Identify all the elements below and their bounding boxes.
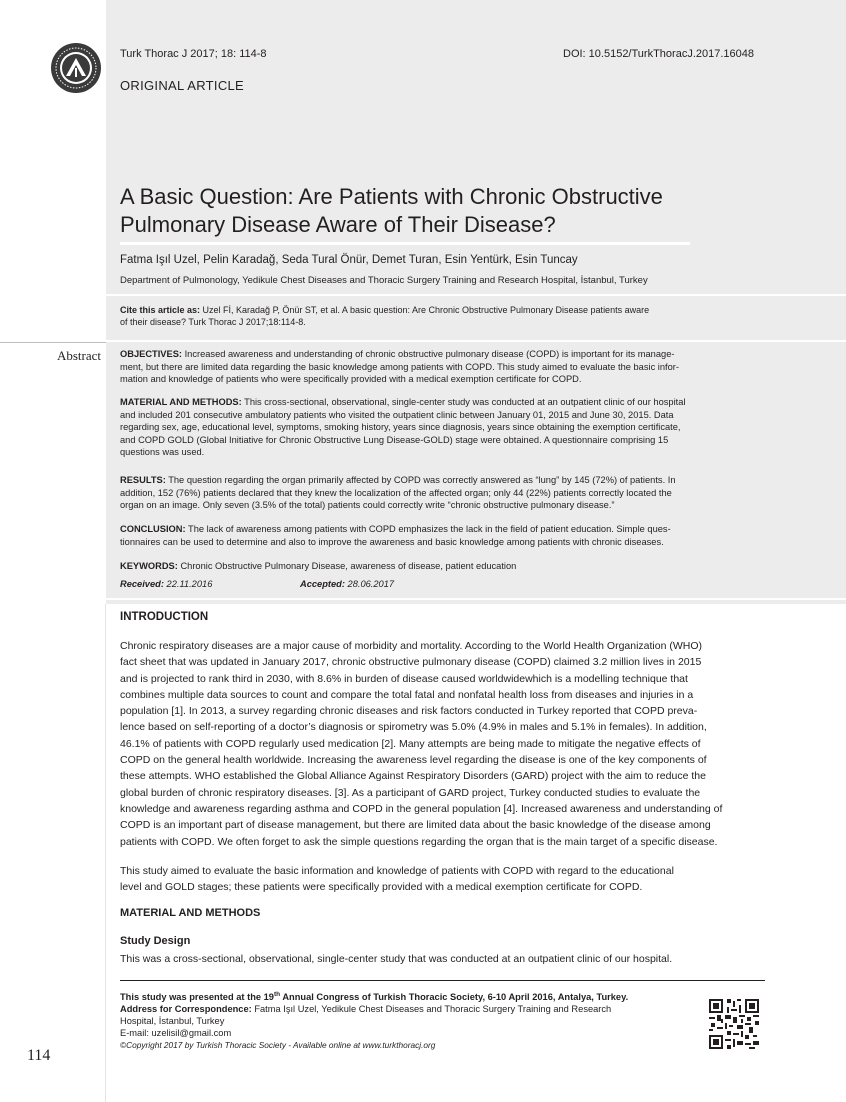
- introduction-paragraph-1: [120, 638, 765, 850]
- abstract-text: tionnaires can be used to determine and also to improve the awareness and basic knowledge among patients with chronic diseases.: [120, 536, 664, 547]
- author-list: Fatma Işıl Uzel, Pelin Karadağ, Seda Tural Önür, Demet Turan, Esin Yentürk, Esin Tuncay: [120, 254, 578, 266]
- divider: [106, 340, 846, 342]
- journal-citation: Turk Thorac J 2017; 18: 114-8: [120, 48, 267, 60]
- abstract-conclusion: [120, 523, 765, 548]
- introduction-paragraph-2: [120, 863, 765, 896]
- methods-heading: MATERIAL AND METHODS: [120, 907, 261, 919]
- introduction-heading: INTRODUCTION: [120, 611, 209, 623]
- objectives-label: OBJECTIVES:: [120, 349, 182, 359]
- keywords-label: KEYWORDS:: [120, 561, 178, 571]
- abstract-text: questions was used.: [120, 447, 205, 458]
- body-line: 46.1% of patients with COPD regularly used medication [2]. Many attempts are being made to mitigate the negative effects of: [120, 737, 701, 750]
- body-line: Chronic respiratory diseases are a major cause of morbidity and mortality. According to the World Health Organization (WHO): [120, 640, 703, 652]
- doi[interactable]: DOI: 10.5152/TurkThoracJ.2017.16048: [563, 48, 754, 60]
- abstract-text: The question regarding the organ primarily affected by COPD was correctly answered as “lung” by 145 (72%) of patients. In: [165, 475, 676, 485]
- abstract-objectives: [120, 348, 765, 386]
- presented-text: This study was presented at the 19: [120, 992, 274, 1003]
- correspondence: [120, 1003, 695, 1015]
- methods-label: MATERIAL AND METHODS:: [120, 397, 242, 407]
- qr-code-icon: [709, 999, 759, 1049]
- abstract-text: ment, but there are limited data regarding the basic knowledge among patients with COPD. This study aimed to evaluate the basic infor-: [120, 361, 679, 372]
- title-line: Pulmonary Disease Aware of Their Disease?: [120, 212, 556, 237]
- cite-label: Cite this article as:: [120, 305, 201, 315]
- keywords: [120, 561, 516, 571]
- presentation-note: [120, 989, 695, 1003]
- cite-as: [120, 304, 760, 328]
- body-line: these attempts. WHO established the Global Alliance Against Respiratory Disorders (GARD) project with the aim to reduce the: [120, 770, 706, 783]
- abstract-text: mation and knowledge of patients who were specifically provided with a medical exemption certificate for COPD.: [120, 374, 582, 385]
- page-number: 114: [27, 1047, 51, 1064]
- accepted-label: Accepted:: [300, 579, 345, 589]
- abstract-text: This cross-sectional, observational, single-center study was conducted at an outpatient clinic of our hospital: [241, 397, 686, 407]
- footnote: [120, 989, 695, 1051]
- body-line: lence based on self-reporting of a doctor’s diagnosis or spirometry was 5.0% (4.9% in males and 5.1% in females). In addition,: [120, 721, 707, 734]
- cite-text: of their disease? Turk Thorac J 2017;18:114-8.: [120, 317, 306, 327]
- study-design-text: This was a cross-sectional, observational, single-center study that was conducted at an outpatient clinic of our hospital.: [120, 953, 673, 965]
- body-line: COPD is an important part of disease management, but there are limited data about the basic knowledge of the disease among: [120, 819, 711, 832]
- email[interactable]: E-mail: uzelisil@gmail.com: [120, 1028, 232, 1039]
- cite-text: Uzel Fİ, Karadağ P, Önür ST, et al. A basic question: Are Chronic Obstructive Pulmonary Disease patients aware: [200, 305, 650, 315]
- affiliation: Department of Pulmonology, Yedikule Chest Diseases and Thoracic Surgery Training and Research Hospital, İstanbul, Turkey: [120, 275, 648, 286]
- abstract-text: addition, 152 (76%) patients declared that they knew the localization of the affected organ; only 44 (22%) patients correctly located the: [120, 487, 672, 498]
- conclusion-label: CONCLUSION:: [120, 524, 186, 534]
- title-line: A Basic Question: Are Patients with Chronic Obstructive: [120, 184, 663, 209]
- presented-text: Annual Congress of Turkish Thoracic Society, 6-10 April 2016, Antalya, Turkey.: [280, 992, 629, 1003]
- body-line: combines multiple data sources to count and compare the total fatal and nonfatal health loss from diseases and injuries in a: [120, 688, 694, 701]
- accepted-date: [300, 579, 394, 589]
- results-label: RESULTS:: [120, 475, 166, 485]
- abstract-text: regarding sex, age, educational level, symptoms, smoking history, years since diagnosis, years since obtaining the exemption certificate,: [120, 422, 681, 433]
- society-seal-icon: [50, 42, 102, 94]
- divider: [106, 294, 846, 296]
- abstract-results: [120, 474, 765, 512]
- body-line: and is projected to rank third in 2030, with 8.6% in burden of disease caused worldwidewhich is a modelling technique that: [120, 672, 688, 685]
- article-title: [120, 183, 740, 239]
- abstract-rule: [0, 342, 106, 343]
- body-line: knowledge and awareness regarding asthma and COPD in the general population [4]. Increased awareness and understanding of: [120, 802, 723, 815]
- article-type: ORIGINAL ARTICLE: [120, 78, 245, 93]
- received-value: 22.11.2016: [163, 579, 213, 589]
- received-label: Received:: [120, 579, 164, 589]
- study-design-heading: Study Design: [120, 935, 191, 947]
- correspondence-text: Fatma Işıl Uzel, Yedikule Chest Diseases and Thoracic Surgery Training and Research: [251, 1004, 612, 1015]
- divider: [106, 598, 846, 600]
- keywords-text: Chronic Obstructive Pulmonary Disease, awareness of disease, patient education: [177, 561, 517, 571]
- accepted-value: 28.06.2017: [344, 579, 395, 589]
- abstract-text: Increased awareness and understanding of chronic obstructive pulmonary disease (COPD) is important for its manage-: [182, 349, 675, 359]
- abstract-label: Abstract: [56, 348, 101, 363]
- presented-sup: th: [273, 991, 281, 998]
- margin-rule: [105, 604, 106, 1102]
- abstract-text: The lack of awareness among patients with COPD emphasizes the lack in the field of patient education. Simple ques-: [185, 524, 671, 534]
- abstract-text: and included 201 consecutive ambulatory patients who visited the outpatient clinic between January 01, 2015 and June 30, 2015. Data: [120, 409, 674, 420]
- body-line: fact sheet that was updated in January 2017, chronic obstructive pulmonary disease (COPD) claimed 3.2 million lives in 2015: [120, 656, 702, 669]
- title-divider: [120, 242, 690, 245]
- footnote-rule: [120, 980, 765, 981]
- received-date: [120, 579, 212, 589]
- body-line: population [1]. In 2013, a survey regarding chronic diseases and risk factors conducted in Turkey reported that COPD preva-: [120, 705, 698, 718]
- correspondence-text: Hospital, İstanbul, Turkey: [120, 1016, 225, 1027]
- body-line: patients with COPD. We often forget to ask the simple questions regarding the organ that is the main target of a specific disease.: [120, 835, 718, 848]
- correspondence-label: Address for Correspondence:: [120, 1004, 252, 1015]
- body-line: global burden of chronic respiratory diseases. [3]. As a participant of GARD project, Turkey conducted studies to evaluate the: [120, 786, 701, 799]
- body-line: level and GOLD stages; these patients were specifically provided with a medical exemption certificate for COPD.: [120, 881, 643, 894]
- abstract-text: and COPD GOLD (Global Initiative for Chronic Obstructive Lung Disease-GOLD) stage were obtained. A questionnaire comprising 15: [120, 434, 669, 445]
- copyright: ©Copyright 2017 by Turkish Thoracic Society - Available online at www.turkthoracj.org: [120, 1040, 436, 1051]
- abstract-methods: [120, 396, 765, 459]
- body-line: COPD on the general health worldwide. Increasing the awareness level regarding the disease is one of the key components of: [120, 754, 707, 767]
- abstract-text: organ on an image. Only seven (3.5% of the total) patients could correctly write “chronic obstructive pulmonary disease.”: [120, 500, 615, 511]
- body-line: This study aimed to evaluate the basic information and knowledge of patients with COPD with regard to the educational: [120, 865, 674, 877]
- article-dates: [120, 579, 520, 589]
